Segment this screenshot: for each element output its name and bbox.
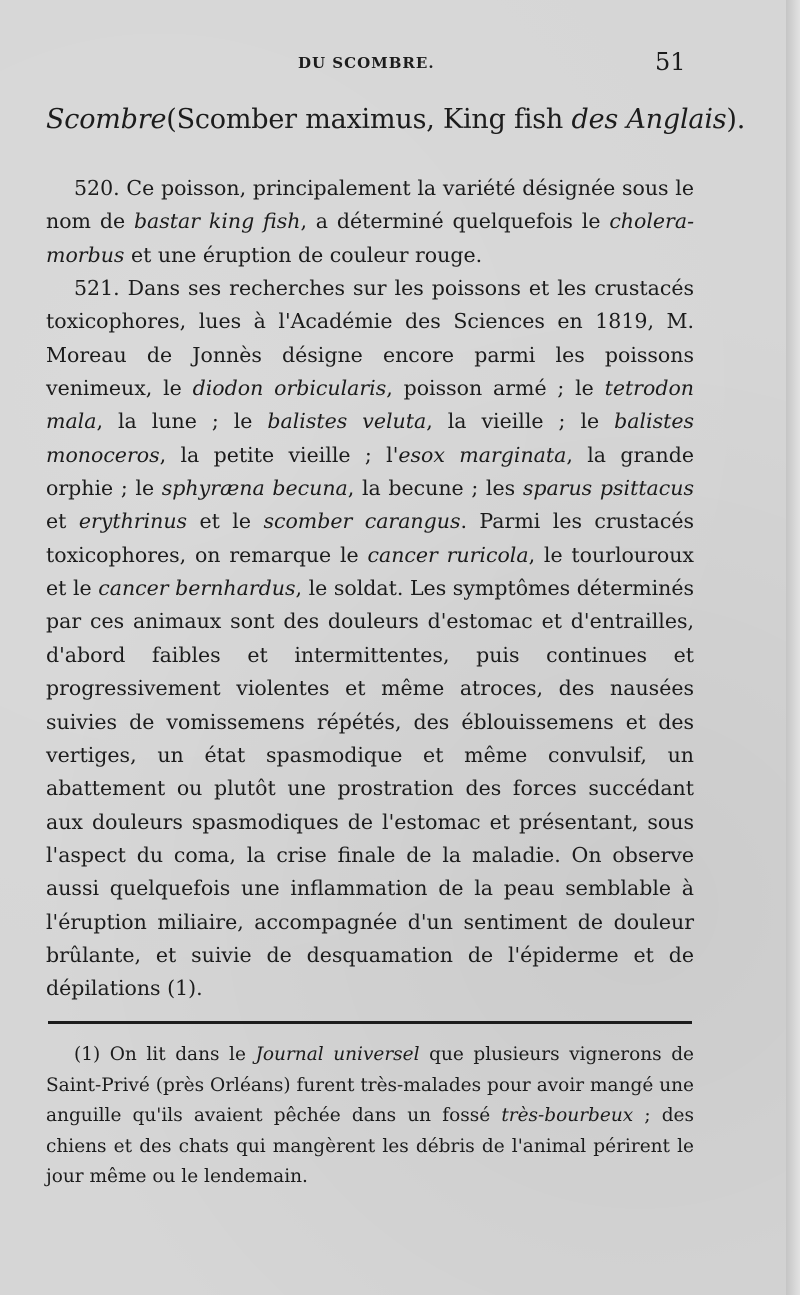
italic-term: esox marginata	[398, 442, 567, 467]
running-head	[0, 48, 800, 78]
title-italic-suffix: des Anglais	[571, 104, 727, 135]
text-run: , la becune ; les	[347, 476, 523, 501]
italic-term: diodon orbicularis	[192, 376, 387, 401]
text-run: , la petite vieille ; l'	[159, 442, 399, 467]
text-run: ; des chiens et des chats qui mangèrent les débris de l'animal périrent le jour même ou le lendemain.	[46, 1105, 694, 1187]
page-number: 51	[655, 48, 686, 76]
text-run: , poisson armé ; le	[386, 376, 605, 401]
text-run: , la grande orphie ; le	[46, 442, 694, 501]
paragraph-521	[46, 272, 694, 1006]
italic-term: Journal universel	[255, 1044, 420, 1065]
italic-term: sphyræna becuna	[161, 476, 348, 501]
italic-term: cancer bernhardus	[98, 576, 296, 601]
title-description: (Scomber maximus, King fish	[166, 104, 572, 135]
text-run: (1) On lit dans le	[74, 1044, 256, 1065]
text-run: , le tourlouroux et le	[46, 542, 694, 601]
italic-term: scomber carangus	[263, 509, 461, 534]
italic-term: erythrinus	[78, 509, 188, 534]
italic-term: bastar king fish	[133, 209, 301, 234]
text-run: , la lune ; le	[96, 409, 268, 434]
text-run: . Parmi les crustacés toxicophores, on remarque le	[46, 509, 694, 567]
text-run: , le soldat. Les symptômes déterminés par ces animaux sont des douleurs d'estomac et d'entrailles, d'abord faibles et intermittentes, puis continues et progressivement violentes et même atroces, des nausées suivies de vomissemens répétés, des éblouissemens et des vertiges, un état spasmodique et même convulsif, un abattement ou plutôt une prostration des forces succédant aux douleurs spasmodiques de l'estomac et présentant, sous l'aspect du coma, la crise finale de la maladie. On observe aussi quelquefois une inflammation de la peau semblable à l'éruption miliaire, accompagnée d'un sentiment de douleur brûlante, et suivie de desquamation de l'épiderme et de dépilations (1).	[46, 576, 694, 1001]
italic-term: cancer ruricola	[367, 542, 529, 567]
text-run: et	[46, 509, 79, 534]
text-run: et une éruption de couleur rouge.	[124, 242, 483, 267]
italic-term: balistes veluta	[267, 409, 427, 434]
italic-term: tetrodon mala	[46, 376, 694, 434]
title-italic-name: Scombre	[46, 104, 167, 135]
body-text	[46, 172, 694, 1006]
running-title: DU SCOMBRE.	[298, 54, 435, 72]
text-run: que plusieurs vignerons de Saint-Privé (près Orléans) furent très-malades pour avoir mangé une anguille qu'ils avaient pêchée dans un fossé	[46, 1044, 694, 1126]
italic-term: sparus psittacus	[522, 476, 694, 501]
footnote	[46, 1040, 694, 1193]
text-run: , la vieille ; le	[426, 409, 615, 434]
page-edge	[786, 0, 800, 1295]
text-run: 521. Dans ses recherches sur les poissons et les crustacés toxicophores, lues à l'Académie des Sciences en 1819, M. Moreau de Jonnès désigne encore parmi les poissons venimeux, le	[46, 276, 694, 401]
italic-term: cholera-morbus	[46, 209, 694, 267]
section-title	[46, 104, 746, 135]
paragraph-520	[46, 172, 694, 272]
footnote-text	[46, 1040, 694, 1193]
footnote-rule	[48, 1021, 692, 1024]
italic-term: balistes monoceros	[46, 409, 694, 467]
text-run: et le	[187, 509, 264, 534]
title-close: ).	[726, 104, 746, 135]
text-run: 520. Ce poisson, principalement la variété désignée sous le nom de	[46, 176, 694, 234]
italic-term: très-bourbeux	[501, 1105, 634, 1126]
text-run: , a déterminé quelquefois le	[300, 209, 610, 234]
